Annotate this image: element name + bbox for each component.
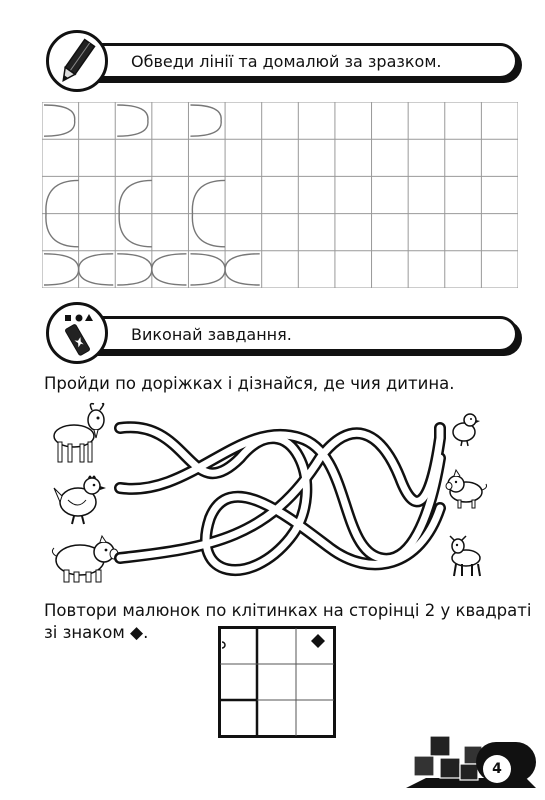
maze <box>40 398 500 598</box>
task2-banner <box>76 316 518 352</box>
maze-paths <box>120 427 440 570</box>
cubes-icon <box>406 730 536 790</box>
piglet-icon <box>446 470 487 508</box>
chick-icon <box>453 414 480 446</box>
copy-prompt-suffix: . <box>143 623 149 642</box>
task2-badge <box>46 302 108 364</box>
copy-prompt-line1: Повтори малюнок по клітинках на сторінці 2 у квадраті <box>44 601 532 620</box>
diamond-symbol: ◆ <box>130 623 144 643</box>
pencil-icon <box>49 33 105 89</box>
pig-icon <box>52 536 118 582</box>
task1-badge <box>46 30 108 92</box>
task1-instruction: Обведи лінії та домалюй за зразком. <box>131 51 442 71</box>
goat-icon <box>54 404 104 462</box>
task1-banner <box>76 43 518 79</box>
hen-icon <box>54 476 106 525</box>
copy-grid <box>218 626 336 738</box>
marker-shapes-icon <box>49 305 105 361</box>
copy-prompt-line2 <box>44 622 148 644</box>
maze-prompt: Пройди по доріжках і дізнайся, де чия дитина. <box>44 374 455 393</box>
copy-prompt-text: зі знаком <box>44 623 125 642</box>
task2-instruction: Виконай завдання. <box>131 324 292 344</box>
kid-icon <box>450 536 480 576</box>
page-number: 4 <box>483 755 511 783</box>
tracing-grid <box>42 102 518 288</box>
